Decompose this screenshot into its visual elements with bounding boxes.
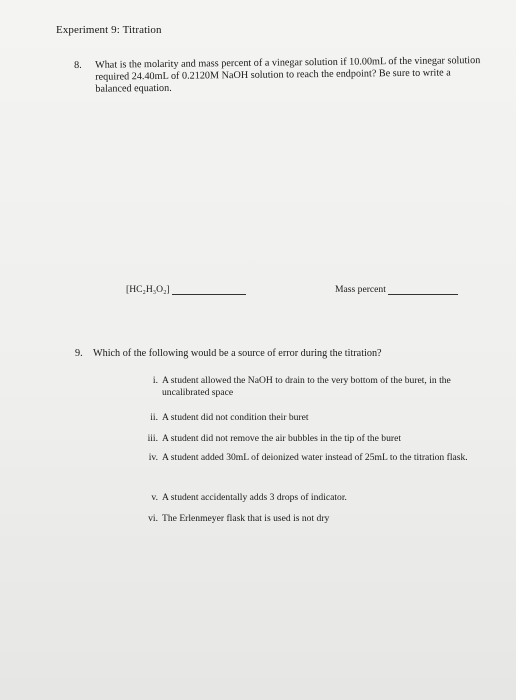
molarity-answer bbox=[126, 284, 246, 295]
option-text: The Erlenmeyer flask that is used is not dry bbox=[162, 513, 330, 524]
option-text: A student did not condition their buret bbox=[162, 412, 309, 423]
option-vi bbox=[140, 513, 495, 525]
molarity-label: [HC₂H₃O₂] bbox=[126, 284, 170, 295]
option-numeral: iv. bbox=[148, 452, 158, 463]
option-i bbox=[140, 375, 495, 398]
mass-percent-blank[interactable] bbox=[388, 284, 458, 295]
option-iii bbox=[140, 433, 495, 445]
option-text: A student accidentally adds 3 drops of indicator. bbox=[162, 492, 347, 503]
question-8 bbox=[74, 55, 484, 96]
option-iv bbox=[140, 452, 495, 464]
option-numeral: i. bbox=[152, 375, 158, 386]
option-v bbox=[140, 492, 495, 504]
option-numeral: v. bbox=[151, 492, 158, 503]
molarity-blank[interactable] bbox=[172, 284, 246, 295]
option-numeral: iii. bbox=[147, 433, 158, 444]
option-numeral: ii. bbox=[150, 412, 158, 423]
mass-percent-answer bbox=[335, 284, 458, 295]
option-text: A student added 30mL of deionized water instead of 25mL to the titration flask. bbox=[162, 452, 468, 463]
option-ii bbox=[140, 412, 495, 424]
question-8-number: 8. bbox=[74, 59, 82, 71]
option-numeral: vi. bbox=[148, 513, 158, 524]
mass-percent-label: Mass percent bbox=[335, 284, 386, 295]
question-8-text: What is the molarity and mass percent of a vinegar solution if 10.00mL of the vinegar solution required 24.40mL of 0.2120M NaOH solution to reach the endpoint? Be sure to write a balanced equation. bbox=[94, 55, 481, 95]
question-9-number: 9. bbox=[75, 348, 83, 359]
question-9-text: Which of the following would be a source of error during the titration? bbox=[93, 348, 382, 359]
option-text: A student did not remove the air bubbles in the tip of the buret bbox=[162, 433, 401, 444]
page-header: Experiment 9: Titration bbox=[56, 24, 162, 36]
option-text: A student allowed the NaOH to drain to the very bottom of the buret, in the uncalibrated space bbox=[162, 375, 451, 398]
question-9 bbox=[75, 348, 475, 359]
